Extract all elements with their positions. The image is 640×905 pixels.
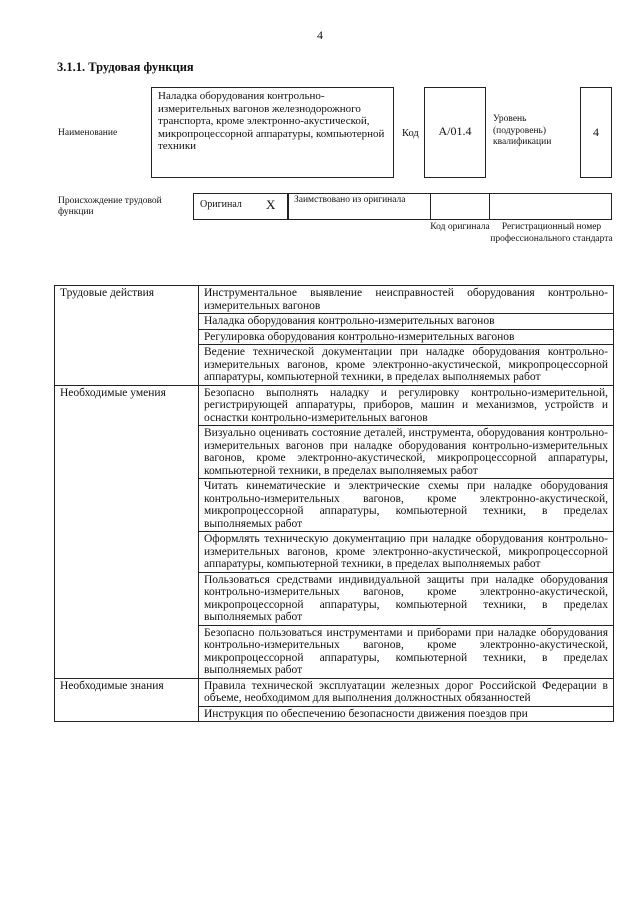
table-cell: Правила технической эксплуатации железных дорог Российской Федерации в объеме, необходимом для выполнения должностных обязанностей — [199, 678, 614, 706]
code-label: Код — [402, 128, 419, 139]
name-label: Наименование — [58, 128, 118, 138]
table-cell: Читать кинематические и электрические схемы при наладке оборудования контрольно-измерительных вагонов, кроме электронно-акустической, микропроцессорной аппаратуры, компьютерной техники, в пределах выполняемых работ — [199, 479, 614, 532]
section-title: 3.1.1. Трудовая функция — [57, 60, 194, 74]
table-cell: Безопасно выполнять наладку и регулировку контрольно-измерительной, регистрирующей аппаратуры, приборов, машин и механизмов, устройств и оснастки контрольно-измерительных вагонов — [199, 385, 614, 426]
origin-label: Происхождение трудовой функции — [58, 196, 162, 217]
qualification-level-value: 4 — [580, 87, 612, 178]
function-table — [54, 285, 614, 722]
category-cell: Необходимые знания — [55, 678, 199, 722]
table-cell: Инструментальное выявление неисправностей оборудования контрольно-измерительных вагонов — [199, 286, 614, 314]
table-cell: Инструкция по обеспечению безопасности движения поездов при — [199, 706, 614, 722]
table-row — [55, 286, 614, 314]
table-cell: Оформлять техническую документацию при наладке оборудования контрольно-измерительных вагонов, кроме электронно-акустической, микропроцессорной аппаратуры, компьютерной техники, в пределах выполняемых работ — [199, 532, 614, 573]
category-cell: Необходимые умения — [55, 385, 199, 678]
category-cell: Трудовые действия — [55, 286, 199, 386]
code-original-cell — [430, 193, 490, 220]
page-number: 4 — [317, 28, 323, 42]
table-cell: Регулировка оборудования контрольно-измерительных вагонов — [199, 329, 614, 345]
code-original-caption: Код оригинала — [430, 222, 490, 232]
reg-number-cell — [489, 193, 612, 220]
table-row — [55, 385, 614, 426]
borrowed-cell: Заимствовано из оригинала — [288, 193, 431, 220]
table-cell: Безопасно пользоваться инструментами и приборами при наладке оборудования контрольно-измерительных вагонов, кроме электронно-акустической, микропроцессорной аппаратуры, компьютерной техники, в пределах выполняемых работ — [199, 625, 614, 678]
reg-number-caption: Регистрационный номер профессионального стандарта — [490, 222, 613, 244]
original-label: Оригинал — [200, 199, 242, 210]
table-cell: Наладка оборудования контрольно-измерительных вагонов — [199, 314, 614, 330]
function-name-value: Наладка оборудования контрольно-измерительных вагонов железнодорожного транспорта, кроме электронно-акустической, микропроцессорной аппаратуры, компьютерной техники — [151, 87, 394, 178]
original-mark: X — [266, 197, 276, 212]
table-cell: Пользоваться средствами индивидуальной защиты при наладке оборудования контрольно-измерительных вагонов, кроме электронно-акустической, микропроцессорной аппаратуры, компьютерной техники, в пределах выполняемых работ — [199, 572, 614, 625]
table-row — [55, 678, 614, 706]
table-cell: Ведение технической документации при наладке оборудования контрольно-измерительных вагонов, кроме электронно-акустической, микропроцессорной аппаратуры, компьютерной техники, в пределах выполняемых работ — [199, 345, 614, 386]
table-cell: Визуально оценивать состояние деталей, инструмента, оборудования контрольно-измерительных вагонов при наладке оборудования контрольно-измерительных вагонов, кроме электронно-акустической, микропроцессорной аппаратуры, компьютерной техники, в пределах выполняемых работ — [199, 426, 614, 479]
function-code-value: A/01.4 — [424, 87, 486, 178]
qualification-level-label: Уровень (подуровень) квалификации — [493, 114, 552, 147]
original-cell — [193, 193, 288, 220]
